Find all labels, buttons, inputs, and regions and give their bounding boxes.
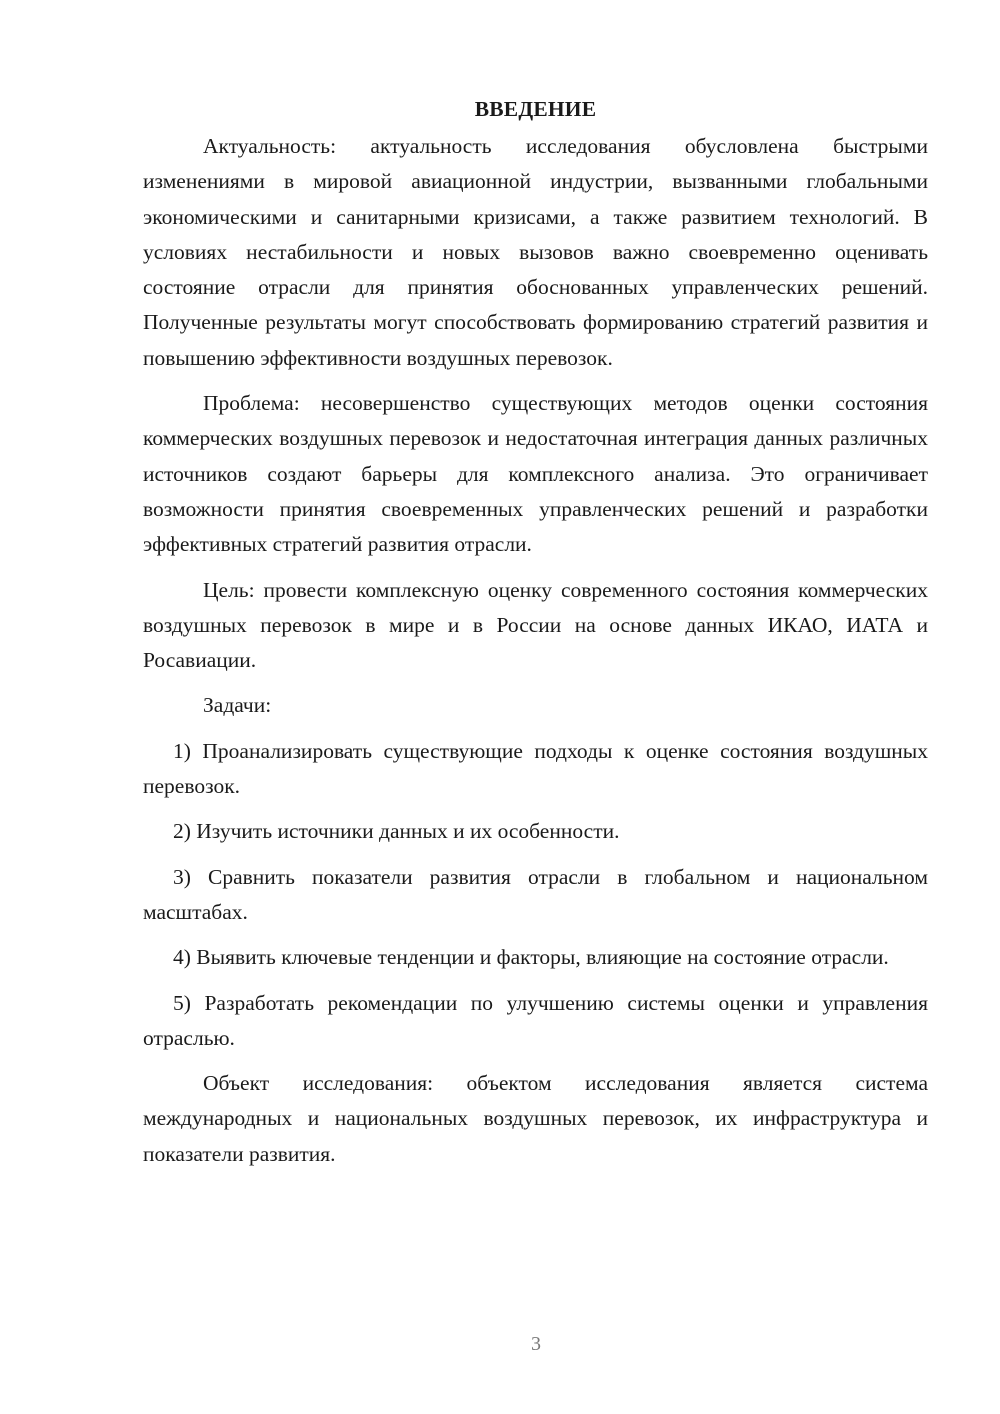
problem-paragraph: Проблема: несовершенство существующих методов оценки состояния коммерческих воздушных перевозок и недостаточная интеграция данных различных источников создают барьеры для комплексного анализа. Это ограничивает возможности принятия своевременных управленческих решений и разработки эффективных стратегий развития отрасли. [143, 391, 928, 557]
object-paragraph: Объект исследования: объектом исследования является система международных и национальных воздушных перевозок, их инфраструктура и показатели развития. [143, 1071, 928, 1166]
task-item: 1) Проанализировать существующие подходы к оценке состояния воздушных перевозок. [143, 738, 928, 799]
task-item: 3) Сравнить показатели развития отрасли в глобальном и национальном масштабах. [143, 864, 928, 924]
section-title: ВВЕДЕНИЕ [474, 97, 597, 121]
relevance-paragraph: Актуальность: актуальность исследования обусловлена быстрыми изменениями в мировой авиационной индустрии, вызванными глобальными экономическими и санитарными кризисами, а также развитием технологий. В условиях нестабильности и новых вызовов важно своевременно оценивать состояние отрасли для принятия обоснованных управленческих решений. Полученные результаты могут способствовать формированию стратегий развития и повышению эффективности воздушных перевозок. [143, 134, 928, 370]
task-item: 5) Разработать рекомендации по улучшению системы оценки и управления отраслью. [143, 990, 928, 1050]
goal-paragraph: Цель: провести комплексную оценку современного состояния коммерческих воздушных перевозок в мире и в России на основе данных ИКАО, ИАТА и Росавиации. [143, 577, 928, 673]
tasks-heading: Задачи: [203, 693, 272, 718]
task-item: 2) Изучить источники данных и их особенности. [173, 819, 620, 844]
page-number: 3 [531, 1333, 541, 1355]
document-page [143, 92, 928, 1182]
task-item: 4) Выявить ключевые тенденции и факторы, влияющие на состояние отрасли. [173, 945, 889, 970]
